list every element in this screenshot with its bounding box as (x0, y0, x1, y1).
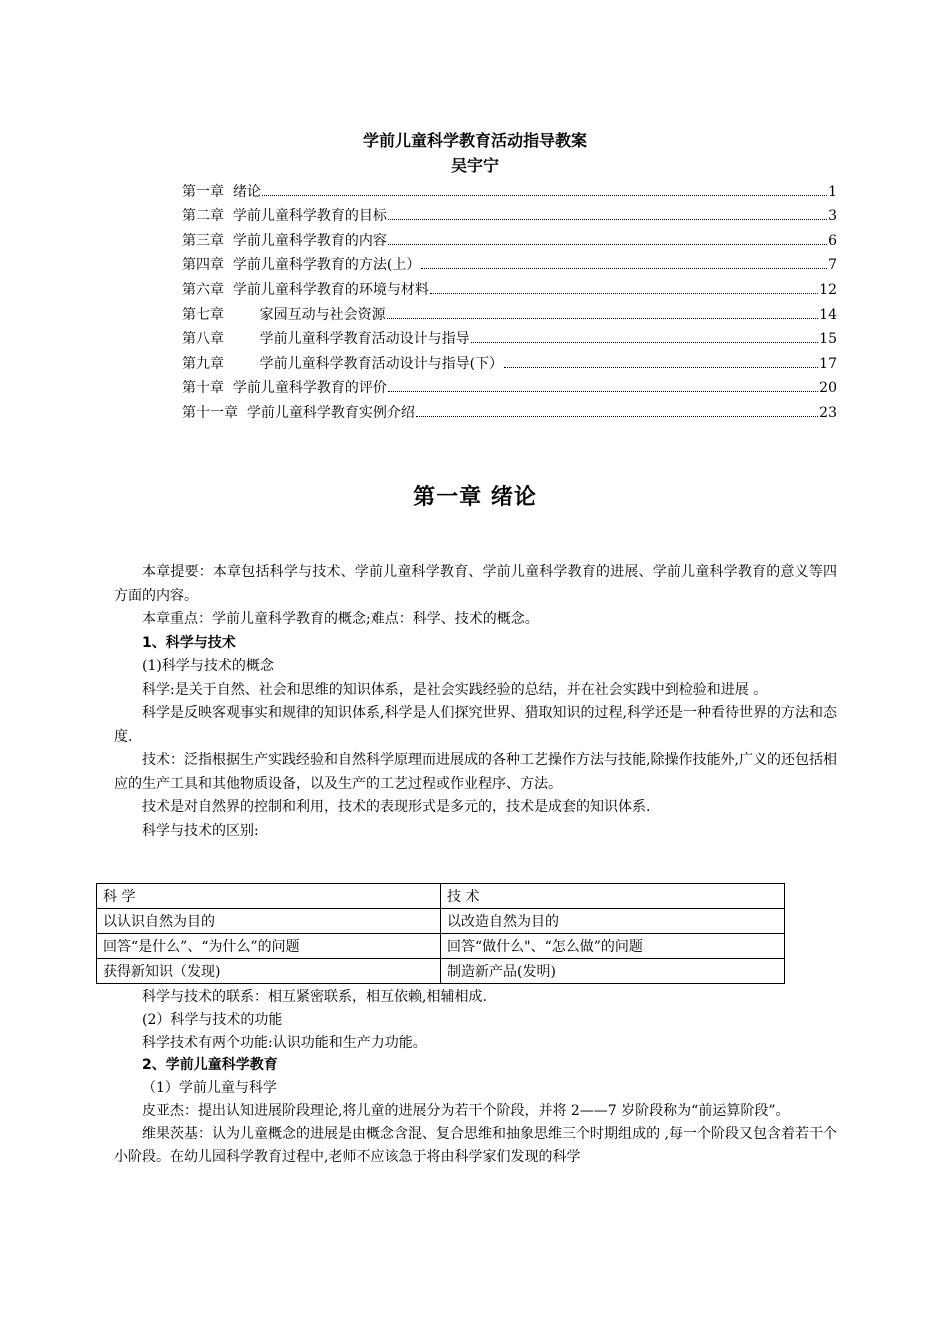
subsection-heading: (1)科学与技术的概念 (142, 658, 274, 674)
table-cell: 回答“是什么”、“为什么”的问题 (97, 934, 441, 959)
toc-entry-label: 第十一章 学前儿童科学教育实例介绍 (182, 404, 415, 421)
toc-entry-label: 第三章 学前儿童科学教育的内容 (182, 232, 387, 249)
toc-leader-dots (421, 267, 827, 269)
piaget-paragraph: 皮亚杰：提出认知进展阶段理论,将儿童的进展分为若干个阶段，并将 2——7 岁阶段称为“前运算阶段”。 (142, 1102, 790, 1119)
toc-entry[interactable] (182, 373, 837, 398)
toc-entry-page: 14 (819, 306, 837, 323)
section-heading: 2、学前儿童科学教育 (142, 1057, 278, 1074)
toc-leader-dots (471, 341, 819, 343)
toc-leader-dots (430, 292, 818, 294)
toc-entry-page: 3 (828, 208, 837, 225)
table-cell: 以改造自然为目的 (441, 909, 785, 934)
toc-entry-page: 20 (819, 380, 837, 397)
technology-description-paragraph: 技术是对自然界的控制和利用，技术的表现形式是多元的，技术是成套的知识体系. (142, 799, 651, 815)
section-heading: 1、科学与技术 (142, 634, 236, 651)
chapter-body-part2 (114, 986, 837, 1168)
chapter-body-part1 (114, 561, 837, 843)
table-cell: 科 学 (97, 884, 441, 909)
table-cell: 制造新产品(发明) (441, 959, 785, 984)
science-technology-table (96, 883, 785, 984)
toc-entry-page: 15 (819, 331, 837, 348)
toc-leader-dots (504, 366, 818, 368)
table-cell: 以认识自然为目的 (97, 909, 441, 934)
science-definition-paragraph: 科学:是关于自然、社会和思维的知识体系，是社会实践经验的总结，并在社会实践中到检验和进展 。 (142, 681, 768, 698)
focus-paragraph: 本章重点：学前儿童科学教育的概念;难点：科学、技术的概念。 (142, 611, 539, 627)
toc-entry-page: 17 (819, 355, 837, 372)
toc-entry-page: 23 (819, 404, 837, 421)
table-row (97, 909, 785, 934)
toc-entry-label: 第八章 学前儿童科学教育活动设计与指导 (182, 331, 470, 348)
toc-entry[interactable] (182, 324, 837, 349)
function-paragraph: 科学技术有两个功能:认识功能和生产力功能。 (142, 1034, 427, 1051)
table-row (97, 959, 785, 984)
document-author: 吴宇宁 (450, 156, 499, 175)
science-description-paragraph: 科学是反映客观事实和规律的知识体系,科学是人们探究世界、猎取知识的过程,科学还是一种看待世界的方法和态度. (114, 705, 837, 745)
table-row (97, 934, 785, 959)
toc-leader-dots (388, 243, 827, 245)
technology-definition-paragraph: 技术：泛指根据生产实践经验和自然科学原理而进展成的各种工艺操作方法与技能,除操作技能外,广义的还包括相应的生产工具和其他物质设备，以及生产的工艺过程或作业程序、方法。 (114, 752, 837, 792)
toc-entry[interactable] (182, 176, 837, 201)
subsection-heading: (2）科学与技术的功能 (142, 1011, 283, 1028)
toc-entry-label: 第十章 学前儿童科学教育的评价 (182, 380, 387, 397)
subsection-heading: （1）学前儿童与科学 (142, 1080, 277, 1097)
table-cell: 获得新知识（发现) (97, 959, 441, 984)
toc-entry[interactable] (182, 225, 837, 250)
document-title: 学前儿童科学教育活动指导教案 (362, 131, 587, 150)
toc-entry-label: 第四章 学前儿童科学教育的方法(上） (182, 257, 421, 274)
table-cell: 回答“做什么"、“怎么做”的问题 (441, 934, 785, 959)
toc-entry-page: 12 (819, 281, 837, 298)
toc-entry[interactable] (182, 299, 837, 324)
toc-entry-page: 7 (828, 257, 837, 274)
table-of-contents (182, 176, 837, 422)
toc-entry-page: 6 (828, 232, 837, 249)
toc-entry[interactable] (182, 250, 837, 275)
summary-paragraph: 本章提要：本章包括科学与技术、学前儿童科学教育、学前儿童科学教育的进展、学前儿童科学教育的意义等四方面的内容。 (114, 564, 837, 604)
toc-entry-label: 第七章 家园互动与社会资源 (182, 306, 386, 323)
vygotsky-paragraph: 维果茨基：认为儿童概念的进展是由概念含混、复合思维和抽象思维三个时期组成的 ,每一个阶段又包含着若干个小阶段。在幼儿园科学教育过程中,老师不应该急于将由科学家们发现的科学 (114, 1125, 837, 1165)
table-header-row (97, 884, 785, 909)
toc-entry[interactable] (182, 348, 837, 373)
toc-entry-label: 第二章 学前儿童科学教育的目标 (182, 208, 387, 225)
toc-entry[interactable] (182, 397, 837, 422)
toc-entry-page: 1 (828, 183, 837, 200)
toc-leader-dots (388, 390, 818, 392)
table-cell: 技 术 (441, 884, 785, 909)
toc-leader-dots (388, 218, 827, 220)
toc-entry-label: 第一章 绪论 (182, 183, 261, 200)
toc-leader-dots (262, 194, 827, 196)
relation-paragraph: 科学与技术的联系：相互紧密联系，相互依赖,相辅相成. (142, 989, 487, 1005)
toc-entry-label: 第六章 学前儿童科学教育的环境与材料 (182, 281, 429, 298)
toc-leader-dots (416, 415, 818, 417)
chapter-heading: 第一章 绪论 (413, 485, 537, 510)
toc-leader-dots (387, 317, 819, 319)
toc-entry-label: 第九章 学前儿童科学教育活动设计与指导(下） (182, 355, 504, 372)
toc-entry[interactable] (182, 201, 837, 226)
difference-intro: 科学与技术的区别: (142, 822, 259, 839)
toc-entry[interactable] (182, 274, 837, 299)
